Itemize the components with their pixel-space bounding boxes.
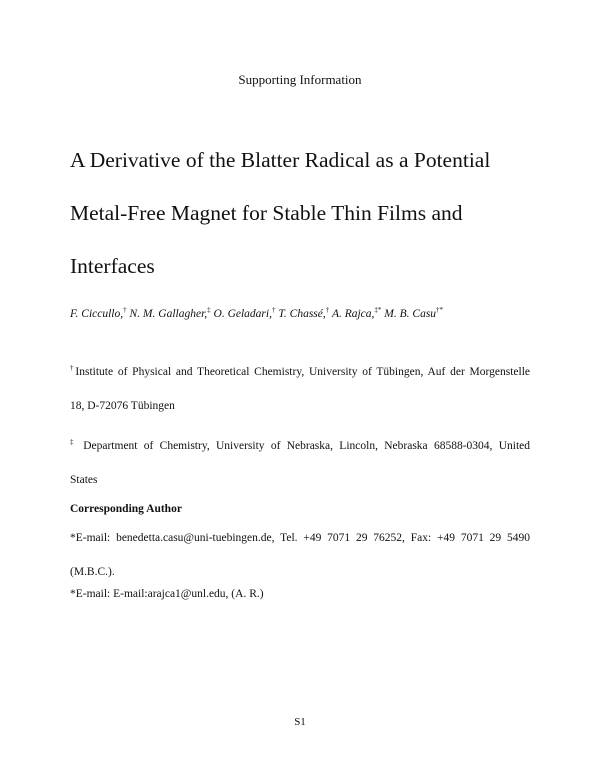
author-affiliation-mark: †* [436,306,444,314]
affiliation-tuebingen [70,351,530,423]
author-affiliation-mark: ‡ [207,306,211,314]
affiliation-line-1 [70,425,530,463]
author-affiliation-mark: ‡* [374,306,382,314]
page-number: S1 [294,716,306,728]
affiliation-nebraska [70,425,530,497]
affiliation-text: Department of Chemistry, University of Nebraska, Lincoln, Nebraska 68588-0304, United [76,440,531,452]
author-name: A. Rajca, [331,308,375,320]
author-list [70,306,540,320]
author-name: F. Ciccullo, [70,308,124,320]
page-header: Supporting Information [238,72,362,87]
affiliation-line-2: States [70,474,98,486]
author-affiliation-mark: † [123,306,127,314]
email-line-1: *E-mail: benedetta.casu@uni-tuebingen.de, Tel. +49 7071 29 76252, Fax: +49 7071 29 5490 [70,532,530,544]
title-line-2: Metal-Free Magnet for Stable Thin Films and [70,201,463,225]
author-name: N. M. Gallagher, [129,308,208,320]
author-name: T. Chassé, [278,308,326,320]
affiliation-mark: † [70,364,76,372]
email-line-2: (M.B.C.). [70,566,115,578]
author-name: O. Geladari, [213,308,272,320]
paper-title [70,134,540,293]
corresponding-author-heading: Corresponding Author [70,503,182,515]
corresponding-email-rajca: *E-mail: E-mail:arajca1@unl.edu, (A. R.) [70,588,264,600]
author-name: M. B. Casu [384,308,437,320]
author-affiliation-mark: † [271,306,276,314]
affiliation-text: Institute of Physical and Theoretical Chemistry, University of Tübingen, Auf der Morgenstelle [75,366,531,378]
title-line-1: A Derivative of the Blatter Radical as a Potential [70,148,491,172]
affiliation-line-1 [70,351,530,389]
title-line-3: Interfaces [70,254,155,278]
affiliation-mark: ‡ [70,438,77,446]
author-affiliation-mark: † [325,306,330,314]
affiliation-line-2: 18, D-72076 Tübingen [70,400,175,412]
